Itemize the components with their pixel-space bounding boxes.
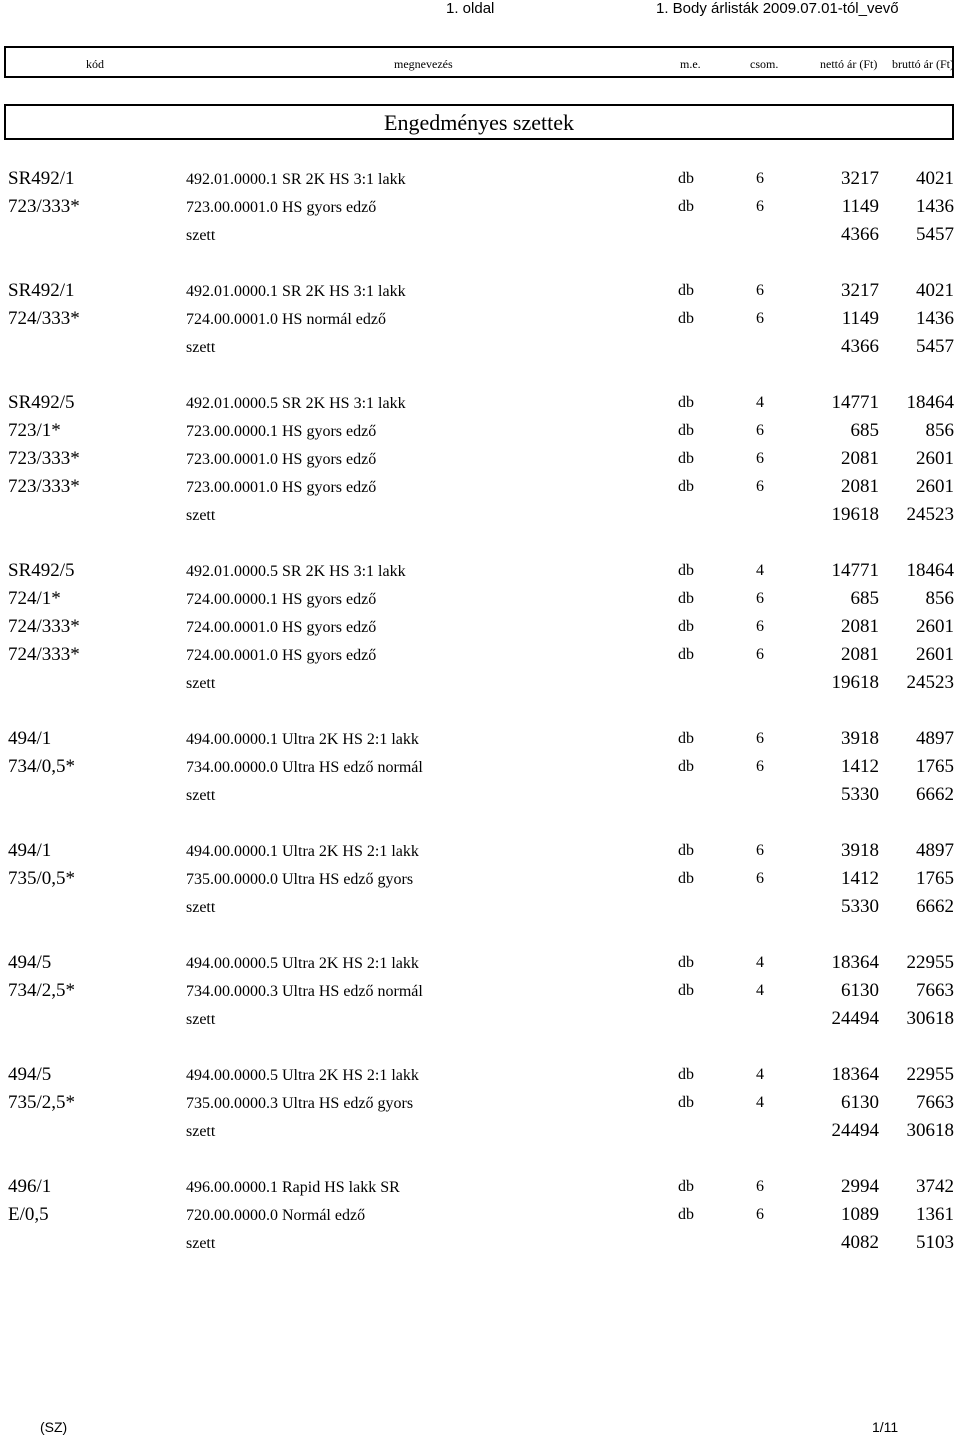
package-qty: 6 (756, 282, 764, 299)
product-name: 735.00.0000.3 Ultra HS edző gyors (186, 1095, 414, 1112)
unit: db (678, 1094, 694, 1111)
product-code: 494/5 (8, 1064, 52, 1085)
gross-price: 7663 (916, 1092, 954, 1113)
net-price: 2081 (841, 644, 879, 665)
product-name: 723.00.0001.0 HS gyors edző (186, 199, 377, 216)
net-price: 2081 (841, 448, 879, 469)
package-qty: 4 (756, 1066, 764, 1083)
product-name: 723.00.0001.0 HS gyors edző (186, 479, 377, 496)
set-total-row (0, 333, 960, 361)
package-qty: 6 (756, 758, 764, 775)
table-row (0, 977, 960, 1005)
unit: db (678, 870, 694, 887)
set-label: szett (186, 1235, 216, 1252)
product-code: 723/333* (8, 476, 80, 497)
net-price: 685 (850, 420, 879, 441)
table-row (0, 753, 960, 781)
unit: db (678, 954, 694, 971)
gross-price: 1436 (916, 196, 954, 217)
set-gross-price: 30618 (906, 1008, 954, 1029)
set-gross-price: 30618 (906, 1120, 954, 1141)
gross-price: 22955 (906, 1064, 954, 1085)
product-code: 735/2,5* (8, 1092, 76, 1113)
gross-price: 2601 (916, 476, 954, 497)
gross-price: 18464 (906, 560, 954, 581)
gross-price: 18464 (906, 392, 954, 413)
package-qty: 6 (756, 198, 764, 215)
product-name: 496.00.0000.1 Rapid HS lakk SR (186, 1179, 400, 1196)
table-row (0, 557, 960, 585)
product-code: 494/1 (8, 728, 52, 749)
package-qty: 6 (756, 478, 764, 495)
set-group (0, 557, 960, 697)
gross-price: 856 (925, 420, 954, 441)
net-price: 2994 (841, 1176, 879, 1197)
net-price: 1412 (841, 868, 879, 889)
product-code: 724/1* (8, 588, 61, 609)
set-net-price: 4366 (841, 336, 879, 357)
set-label: szett (186, 1011, 216, 1028)
product-name: 735.00.0000.0 Ultra HS edző gyors (186, 871, 414, 888)
product-name: 492.01.0000.1 SR 2K HS 3:1 lakk (186, 283, 406, 300)
product-code: 734/2,5* (8, 980, 76, 1001)
section-title: Engedményes szettek (4, 104, 954, 140)
table-row (0, 949, 960, 977)
product-name: 494.00.0000.5 Ultra 2K HS 2:1 lakk (186, 955, 419, 972)
set-net-price: 19618 (831, 504, 879, 525)
net-price: 6130 (841, 980, 879, 1001)
package-qty: 4 (756, 1094, 764, 1111)
product-name: 494.00.0000.1 Ultra 2K HS 2:1 lakk (186, 843, 419, 860)
table-row (0, 725, 960, 753)
net-price: 3918 (841, 840, 879, 861)
set-group (0, 725, 960, 809)
set-net-price: 4082 (841, 1232, 879, 1253)
product-name: 724.00.0001.0 HS normál edző (186, 311, 386, 328)
unit: db (678, 198, 694, 215)
unit: db (678, 450, 694, 467)
table-row (0, 641, 960, 669)
product-code: 735/0,5* (8, 868, 76, 889)
package-qty: 6 (756, 618, 764, 635)
product-name: 492.01.0000.1 SR 2K HS 3:1 lakk (186, 171, 406, 188)
product-name: 734.00.0000.3 Ultra HS edző normál (186, 983, 423, 1000)
page-number: 1/11 (872, 1419, 899, 1435)
price-table (0, 165, 960, 1285)
product-name: 720.00.0000.0 Normál edző (186, 1207, 366, 1224)
net-price: 2081 (841, 616, 879, 637)
table-row (0, 193, 960, 221)
set-total-row (0, 221, 960, 249)
set-gross-price: 6662 (916, 784, 954, 805)
package-qty: 6 (756, 646, 764, 663)
unit: db (678, 394, 694, 411)
product-code: SR492/1 (8, 168, 75, 189)
set-group (0, 837, 960, 921)
set-group (0, 277, 960, 361)
table-row (0, 865, 960, 893)
unit: db (678, 590, 694, 607)
table-row (0, 277, 960, 305)
net-price: 1412 (841, 756, 879, 777)
package-qty: 6 (756, 730, 764, 747)
set-total-row (0, 1229, 960, 1257)
footer-left-label: (SZ) (40, 1419, 68, 1435)
set-group (0, 1061, 960, 1145)
set-label: szett (186, 1123, 216, 1140)
unit: db (678, 1178, 694, 1195)
set-total-row (0, 1117, 960, 1145)
package-qty: 4 (756, 394, 764, 411)
unit: db (678, 478, 694, 495)
gross-price: 4021 (916, 280, 954, 301)
package-qty: 6 (756, 1178, 764, 1195)
gross-price: 4021 (916, 168, 954, 189)
set-net-price: 4366 (841, 224, 879, 245)
set-total-row (0, 1005, 960, 1033)
product-name: 724.00.0001.0 HS gyors edző (186, 619, 377, 636)
net-price: 1149 (841, 308, 879, 329)
product-code: 723/333* (8, 448, 80, 469)
package-qty: 6 (756, 1206, 764, 1223)
column-header-box (4, 46, 954, 78)
product-name: 492.01.0000.5 SR 2K HS 3:1 lakk (186, 563, 406, 580)
unit: db (678, 646, 694, 663)
set-net-price: 24494 (831, 1120, 879, 1141)
gross-price: 7663 (916, 980, 954, 1001)
set-gross-price: 5103 (916, 1232, 954, 1253)
gross-price: 1436 (916, 308, 954, 329)
set-label: szett (186, 227, 216, 244)
package-qty: 4 (756, 954, 764, 971)
set-gross-price: 5457 (916, 336, 954, 357)
product-code: SR492/5 (8, 392, 75, 413)
product-code: 496/1 (8, 1176, 52, 1197)
set-label: szett (186, 675, 216, 692)
net-price: 14771 (831, 560, 879, 581)
table-row (0, 1061, 960, 1089)
product-name: 723.00.0001.0 HS gyors edző (186, 451, 377, 468)
product-name: 494.00.0000.1 Ultra 2K HS 2:1 lakk (186, 731, 419, 748)
unit: db (678, 422, 694, 439)
set-net-price: 5330 (841, 784, 879, 805)
product-code: SR492/1 (8, 280, 75, 301)
product-code: 723/1* (8, 420, 61, 441)
gross-price: 856 (925, 588, 954, 609)
table-row (0, 305, 960, 333)
unit: db (678, 170, 694, 187)
unit: db (678, 1206, 694, 1223)
product-name: 734.00.0000.0 Ultra HS edző normál (186, 759, 423, 776)
set-group (0, 389, 960, 529)
gross-price: 1361 (916, 1204, 954, 1225)
table-row (0, 165, 960, 193)
set-total-row (0, 501, 960, 529)
unit: db (678, 282, 694, 299)
column-header-kod: kód (86, 57, 104, 71)
product-code: 494/5 (8, 952, 52, 973)
set-label: szett (186, 339, 216, 356)
package-qty: 6 (756, 422, 764, 439)
product-code: 724/333* (8, 644, 80, 665)
gross-price: 22955 (906, 952, 954, 973)
package-qty: 6 (756, 842, 764, 859)
table-row (0, 445, 960, 473)
set-net-price: 19618 (831, 672, 879, 693)
product-code: 494/1 (8, 840, 52, 861)
unit: db (678, 1066, 694, 1083)
set-total-row (0, 669, 960, 697)
unit: db (678, 982, 694, 999)
gross-price: 2601 (916, 616, 954, 637)
table-row (0, 837, 960, 865)
set-total-row (0, 893, 960, 921)
net-price: 2081 (841, 476, 879, 497)
column-header-megnevezes: megnevezés (394, 57, 453, 71)
set-gross-price: 24523 (906, 504, 954, 525)
set-group (0, 1173, 960, 1257)
table-row (0, 417, 960, 445)
gross-price: 2601 (916, 644, 954, 665)
document-title: 1. Body árlisták 2009.07.01-tól_vevő (656, 0, 899, 17)
product-code: SR492/5 (8, 560, 75, 581)
package-qty: 6 (756, 870, 764, 887)
column-header-netto: nettó ár (Ft) (820, 57, 878, 71)
product-name: 492.01.0000.5 SR 2K HS 3:1 lakk (186, 395, 406, 412)
set-net-price: 24494 (831, 1008, 879, 1029)
set-gross-price: 6662 (916, 896, 954, 917)
table-row (0, 1089, 960, 1117)
unit: db (678, 842, 694, 859)
table-row (0, 1201, 960, 1229)
net-price: 18364 (831, 952, 879, 973)
unit: db (678, 562, 694, 579)
gross-price: 1765 (916, 756, 954, 777)
set-label: szett (186, 787, 216, 804)
column-header-csom: csom. (750, 57, 779, 71)
package-qty: 4 (756, 982, 764, 999)
product-code: E/0,5 (8, 1204, 49, 1225)
package-qty: 6 (756, 170, 764, 187)
package-qty: 6 (756, 590, 764, 607)
table-row (0, 473, 960, 501)
net-price: 6130 (841, 1092, 879, 1113)
net-price: 685 (850, 588, 879, 609)
net-price: 3217 (841, 168, 879, 189)
page-tab-label: 1. oldal (446, 0, 495, 17)
set-group (0, 165, 960, 249)
set-total-row (0, 781, 960, 809)
unit: db (678, 310, 694, 327)
package-qty: 6 (756, 310, 764, 327)
product-code: 724/333* (8, 616, 80, 637)
product-name: 723.00.0000.1 HS gyors edző (186, 423, 377, 440)
gross-price: 1765 (916, 868, 954, 889)
set-gross-price: 5457 (916, 224, 954, 245)
unit: db (678, 618, 694, 635)
net-price: 18364 (831, 1064, 879, 1085)
product-name: 724.00.0001.0 HS gyors edző (186, 647, 377, 664)
net-price: 14771 (831, 392, 879, 413)
set-group (0, 949, 960, 1033)
gross-price: 4897 (916, 840, 954, 861)
table-row (0, 585, 960, 613)
package-qty: 6 (756, 450, 764, 467)
unit: db (678, 758, 694, 775)
net-price: 1089 (841, 1204, 879, 1225)
table-row (0, 613, 960, 641)
net-price: 1149 (841, 196, 879, 217)
column-header-me: m.e. (680, 57, 701, 71)
product-code: 723/333* (8, 196, 80, 217)
set-label: szett (186, 507, 216, 524)
product-name: 724.00.0000.1 HS gyors edző (186, 591, 377, 608)
product-code: 734/0,5* (8, 756, 76, 777)
set-net-price: 5330 (841, 896, 879, 917)
gross-price: 3742 (916, 1176, 954, 1197)
net-price: 3217 (841, 280, 879, 301)
product-code: 724/333* (8, 308, 80, 329)
table-row (0, 1173, 960, 1201)
package-qty: 4 (756, 562, 764, 579)
set-label: szett (186, 899, 216, 916)
product-name: 494.00.0000.5 Ultra 2K HS 2:1 lakk (186, 1067, 419, 1084)
unit: db (678, 730, 694, 747)
set-gross-price: 24523 (906, 672, 954, 693)
gross-price: 4897 (916, 728, 954, 749)
net-price: 3918 (841, 728, 879, 749)
gross-price: 2601 (916, 448, 954, 469)
column-header-brutto: bruttó ár (Ft) (892, 57, 954, 71)
table-row (0, 389, 960, 417)
